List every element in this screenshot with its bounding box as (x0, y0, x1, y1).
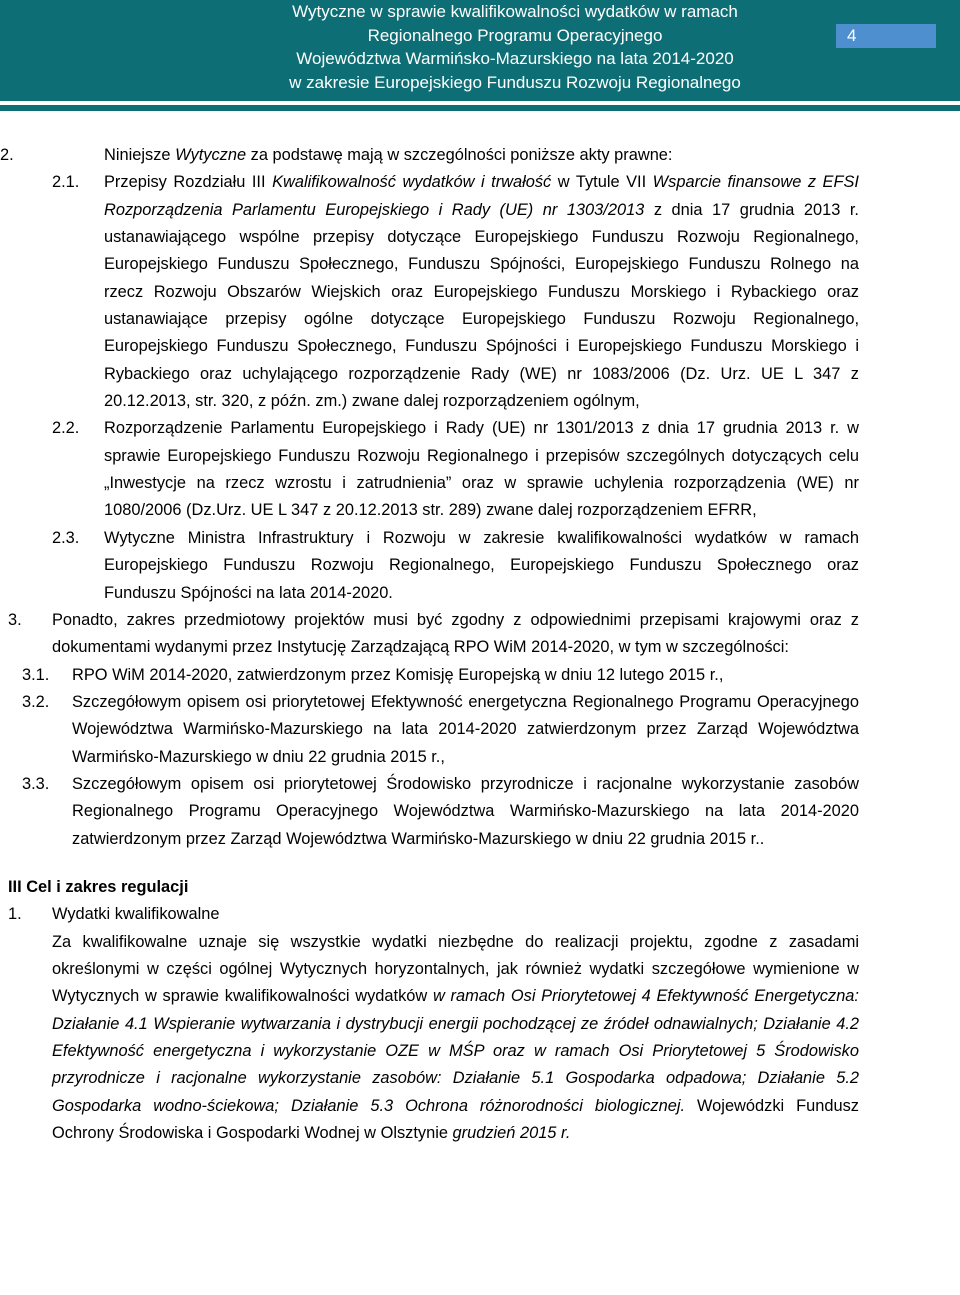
text: Za kwalifikowalne uznaje się wszystkie wydatki niezbędne do realizacji projektu, zgodne z zasadami określonymi w części ogólnej Wytycznych horyzontalnych, jak również wydatki szczegółowe wymienione w Wytycznych w sprawie kwalifikowalności wydatków (52, 932, 859, 1006)
paragraph: Rozporządzenie Parlamentu Europejskiego i Rady (UE) nr 1301/2013 z dnia 17 grudnia 2013 r. w sprawie Europejskiego Funduszu Rozwoju Regionalnego i przepisów szczególnych dotyczących celu „Inwestycje na rzecz wzrostu i zatrudnienia” oraz w sprawie uchylenia rozporządzenia (WE) nr 1080/2006 (Dz.Urz. UE L 347 z 20.12.2013 str. 289) zwane dalej rozporządzeniem EFRR, (104, 419, 859, 520)
list-number: 3.3. (22, 774, 50, 793)
list-item-3-1 (0, 662, 960, 689)
list-number: 1. (8, 905, 22, 924)
text: w Tytule VII (551, 173, 653, 192)
page-number: 4 (836, 24, 936, 48)
text: Przepisy Rozdziału III (104, 173, 273, 192)
title-line-3: Województwa Warmińsko-Mazurskiego na lata 2014-2020 (296, 49, 734, 68)
paragraph-eligible-expenses (0, 929, 960, 1148)
page-header (0, 0, 960, 112)
text-italic: Wsparcie finansowe z EFSI Rozporządzenia Parlamentu Europejskiego i Rady (UE) nr 1303/2013 (104, 173, 859, 219)
list-number: 3. (8, 610, 22, 629)
list-number: 2.3. (52, 528, 80, 547)
list-item-3-3 (0, 771, 960, 853)
text-italic: w ramach Osi Priorytetowej 4 Efektywność Energetyczna: Działanie 4.1 Wspieranie wytwarzania i dystrybucji energii pochodzącej ze źródeł odnawialnych; Działanie 4.2 Efektywność energetyczna i wykorzystanie OZE w MŚP oraz w ramach Osi Priorytetowej 5 Środowisko przyrodnicze i racjonalne wykorzystanie zasobów: Działanie 5.1 Gospodarka odpadowa; Działanie 5.2 Gospodarka wodno-ściekowa; Działanie 5.3 Ochrona różnorodności biologicznej. (52, 987, 859, 1115)
list-number: 2.1. (52, 173, 80, 192)
list-item-2-3 (0, 525, 960, 607)
list-number: 2. (0, 146, 14, 164)
list-item-2-1 (0, 169, 960, 415)
paragraph: RPO WiM 2014-2020, zatwierdzonym przez Komisję Europejską w dniu 12 lutego 2015 r., (72, 665, 724, 684)
list-item-section-1 (0, 901, 960, 928)
text-italic: grudzień 2015 r. (452, 1124, 571, 1143)
list-item-3-2 (0, 689, 960, 771)
document-body (0, 142, 960, 1147)
title-line-4: w zakresie Europejskiego Funduszu Rozwoju Regionalnego (289, 72, 741, 92)
list-item-3 (0, 607, 960, 662)
paragraph: Ponadto, zakres przedmiotowy projektów musi być zgodny z odpowiednimi przepisami krajowymi oraz z dokumentami wydanymi przez Instytucję Zarządzającą RPO WiM 2014-2020, w tym w szczególności: (52, 610, 859, 657)
paragraph: Szczegółowym opisem osi priorytetowej Środowisko przyrodnicze i racjonalne wykorzystanie zasobów Regionalnego Programu Operacyjnego Województwa Warmińsko-Mazurskiego na lata 2014-2020 zatwierdzonym przez Zarząd Województwa Warmińsko-Mazurskiego w dniu 22 grudnia 2015 r.. (72, 774, 859, 848)
paragraph: Szczegółowym opisem osi priorytetowej Efektywność energetyczna Regionalnego Programu Operacyjnego Województwa Warmińsko-Mazurskiego na lata 2014-2020 zatwierdzonym przez Zarząd Województwa Warmińsko-Mazurskiego w dniu 22 grudnia 2015 r., (72, 692, 859, 766)
spacer (0, 853, 960, 874)
list-item-2-2 (0, 415, 960, 524)
text: Niniejsze (104, 146, 176, 164)
paragraph: Wytyczne Ministra Infrastruktury i Rozwoju w zakresie kwalifikowalności wydatków w ramach Europejskiego Funduszu Rozwoju Regionalnego, Europejskiego Funduszu Społecznego oraz Funduszu Spójności na lata 2014-2020. (104, 528, 859, 602)
text-italic: Kwalifikowalność wydatków i trwałość (272, 173, 552, 192)
list-number: 3.1. (22, 665, 50, 684)
title-line-1: Wytyczne w sprawie kwalifikowalności wydatków w ramach (292, 2, 738, 21)
text: z dnia 17 grudnia 2013 r. ustanawiającego wspólne przepisy dotyczące Europejskiego Funduszu Rozwoju Regionalnego, Europejskiego Funduszu Społecznego, Funduszu Spójności, Europejskiego Funduszu Rolnego na rzecz Rozwoju Obszarów Wiejskich oraz Europejskiego Funduszu Morskiego i Rybackiego oraz ustanawiające przepisy ogólne dotyczące Europejskiego Funduszu Rozwoju Regionalnego, Europejskiego Funduszu Społecznego, Funduszu Spójności i Europejskiego Funduszu Morskiego i Rybackiego oraz uchylającego rozporządzenie Rady (WE) nr 1083/2006 (Dz. Urz. UE L 347 z 20.12.2013, str. 320, z późn. zm.) zwane dalej rozporządzeniem ogólnym, (104, 200, 859, 411)
text: Wojewódzki Fundusz Ochrony Środowiska i Gospodarki Wodnej w Olsztynie (52, 1096, 859, 1143)
section-heading: III Cel i zakres regulacji (8, 877, 189, 896)
list-number: 2.2. (52, 419, 80, 438)
list-item-2 (0, 142, 859, 169)
text: za podstawę mają w szczególności poniższe akty prawne: (246, 146, 673, 164)
subsection-title: Wydatki kwalifikowalne (52, 905, 220, 924)
text-italic: Wytyczne (175, 146, 247, 164)
title-line-2: Regionalnego Programu Operacyjnego (367, 25, 663, 45)
header-stripe (0, 105, 960, 111)
list-number: 3.2. (22, 692, 50, 711)
document-title (215, 0, 815, 94)
